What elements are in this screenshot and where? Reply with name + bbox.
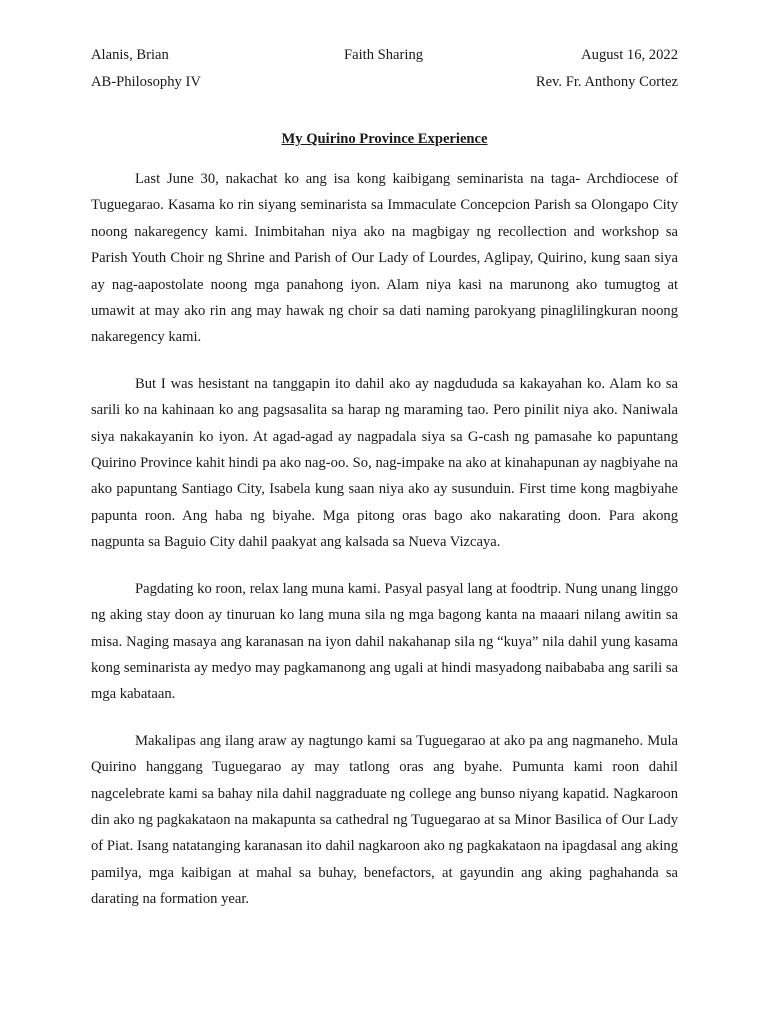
document-body	[91, 166, 678, 933]
document-title: My Quirino Province Experience	[281, 131, 488, 147]
paragraph-2: But I was hesistant na tanggapin ito dahil ako ay nagdududa sa kakayahan ko. Alam ko sa sarili ko na kahinaan ko ang pagsasalita sa harap ng maraming tao. Pero pinilit niya ako. Naniwala siya nakakayanin ko iyon. At agad-agad ay nagpadala siya sa G-cash ng pamasahe ko papuntang Quirino Province kahit hindi pa ako nag-oo. So, nag-impake na ako at kinahapunan ay nagbiyahe na ako papuntang Santiago City, Isabela kung saan niya ako ay susunduin. First time kong magbiyahe papunta roon. Ang haba ng biyahe. Mga pitong oras bago ako nakarating doon. Para akong nagpunta sa Baguio City dahil paakyat ang kalsada sa Nueva Vizcaya.	[91, 375, 678, 551]
document-date: August 16, 2022	[581, 47, 678, 63]
document-type: Faith Sharing	[344, 47, 424, 63]
paragraph-3: Pagdating ko roon, relax lang muna kami. Pasyal pasyal lang at foodtrip. Nung unang linggo ng aking stay doon ay tinuruan ko lang muna sila ng mga bagong kanta na maaari nilang awitin sa misa. Naging masaya ang karanasan na iyon dahil nakahanap sila ng “kuya” nila dahil yung kasama kong seminarista ay medyo may pagkamanong ang ugali at hindi masyadong naibababa ang sarili sa mga kabataan.	[91, 580, 678, 703]
paragraph-1: Last June 30, nakachat ko ang isa kong kaibigang seminarista na taga- Archdiocese of Tuguegarao. Kasama ko rin siyang seminarista sa Immaculate Concepcion Parish sa Olongapo City noong nakaregency kami. Inimbitahan niya ako na magbigay ng recollection and workshop sa Parish Youth Choir ng Shrine and Parish of Our Lady of Lourdes, Aglipay, Quirino, kung saan siya ay nag-aapostolate noong mga panahong iyon. Alam niya kasi na marunong ako tumugtog at umawit at may ako rin ang may hawak ng choir sa dati naming parokyang pinaglilingkuran noong nakaregency kami.	[91, 171, 678, 346]
instructor-name: Rev. Fr. Anthony Cortez	[535, 74, 678, 90]
author-name: Alanis, Brian	[91, 47, 169, 63]
course-name: AB-Philosophy IV	[91, 74, 201, 90]
paragraph-4: Makalipas ang ilang araw ay nagtungo kami sa Tuguegarao at ako pa ang nagmaneho. Mula Quirino hanggang Tuguegarao ay may tatlong oras ang byahe. Pumunta kami roon dahil nagcelebrate kami sa bahay nila dahil naggraduate ng college ang bunso niyang kapatid. Nagkaroon din ako ng pagkakataon na makapunta sa cathedral ng Tuguegarao at sa Minor Basilica of Our Lady of Piat. Isang natatanging karanasan ito dahil nagkaroon ako ng pagkakataon na ipagdasal ang aking pamilya, mga kaibigan at mahal sa buhay, benefactors, at gayundin ang aking paghahanda sa darating na formation year.	[91, 732, 678, 908]
